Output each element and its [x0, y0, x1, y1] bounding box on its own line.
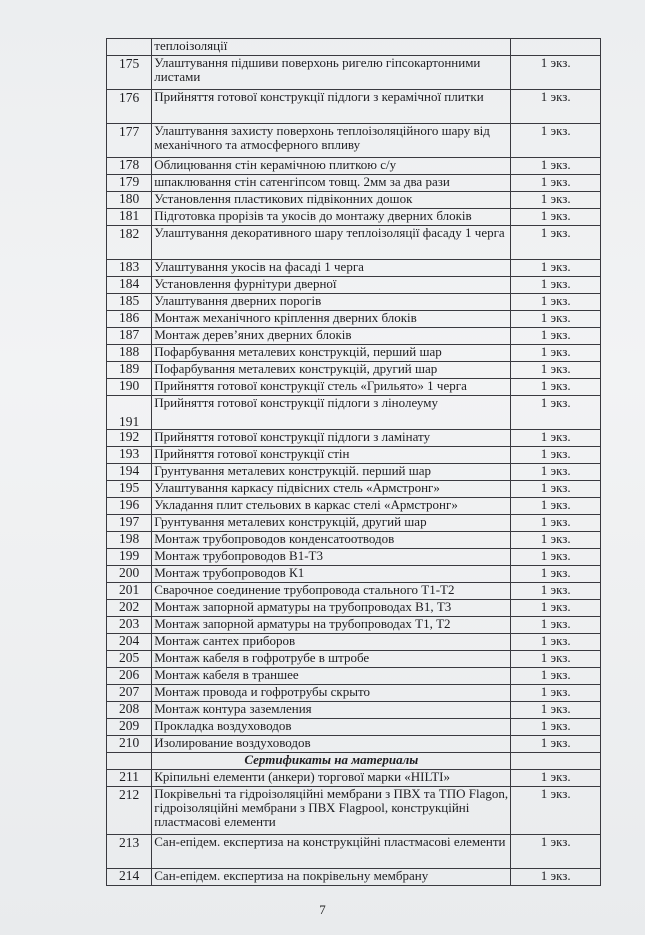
table-row	[107, 209, 601, 226]
row-quantity: 1 экз.	[511, 719, 601, 736]
row-quantity: 1 экз.	[511, 566, 601, 583]
table-row	[107, 566, 601, 583]
table-row	[107, 869, 601, 886]
row-description: Прийняття готової конструкції стін	[152, 447, 511, 464]
table-row	[107, 294, 601, 311]
row-quantity: 1 экз.	[511, 770, 601, 787]
row-number: 186	[107, 311, 152, 328]
table-row	[107, 396, 601, 430]
row-quantity: 1 экз.	[511, 345, 601, 362]
row-quantity: 1 экз.	[511, 277, 601, 294]
table-row	[107, 39, 601, 56]
row-number: 211	[107, 770, 152, 787]
table-row	[107, 600, 601, 617]
row-quantity: 1 экз.	[511, 600, 601, 617]
row-description: Монтаж запорной арматуры на трубопроводах Т1, Т2	[152, 617, 511, 634]
row-number: 188	[107, 345, 152, 362]
page-number: 7	[319, 902, 326, 917]
row-quantity: 1 экз.	[511, 56, 601, 90]
table-row	[107, 668, 601, 685]
row-number: 192	[107, 430, 152, 447]
table-row	[107, 515, 601, 532]
row-description: Облицювання стін керамічною плиткою с/у	[152, 158, 511, 175]
table-row	[107, 481, 601, 498]
row-number: 195	[107, 481, 152, 498]
row-number: 194	[107, 464, 152, 481]
row-quantity: 1 экз.	[511, 260, 601, 277]
row-description: Підготовка прорізів та укосів до монтажу дверних блоків	[152, 209, 511, 226]
table-row	[107, 634, 601, 651]
row-description: Монтаж сантех приборов	[152, 634, 511, 651]
table-row	[107, 736, 601, 753]
row-quantity: 1 экз.	[511, 362, 601, 379]
row-number: 184	[107, 277, 152, 294]
row-quantity: 1 экз.	[511, 481, 601, 498]
row-number: 183	[107, 260, 152, 277]
row-description: Монтаж трубопроводов конденсатоотводов	[152, 532, 511, 549]
row-quantity: 1 экз.	[511, 549, 601, 566]
row-description: Сварочное соединение трубопровода стального Т1-Т2	[152, 583, 511, 600]
row-number: 187	[107, 328, 152, 345]
row-number: 203	[107, 617, 152, 634]
section-title: Сертификаты на материалы	[152, 753, 511, 770]
table-row	[107, 787, 601, 835]
row-quantity: 1 экз.	[511, 396, 601, 430]
row-number: 181	[107, 209, 152, 226]
row-quantity: 1 экз.	[511, 651, 601, 668]
row-number: 205	[107, 651, 152, 668]
row-number: 201	[107, 583, 152, 600]
row-number: 198	[107, 532, 152, 549]
row-number: 197	[107, 515, 152, 532]
row-description: Прокладка воздуховодов	[152, 719, 511, 736]
row-number: 206	[107, 668, 152, 685]
table-row	[107, 549, 601, 566]
row-description: теплоізоляції	[152, 39, 511, 56]
row-quantity: 1 экз.	[511, 379, 601, 396]
row-quantity: 1 экз.	[511, 175, 601, 192]
row-number: 190	[107, 379, 152, 396]
table-row	[107, 192, 601, 209]
row-quantity	[511, 753, 601, 770]
row-description: Прийняття готової конструкції підлоги з керамічної плитки	[152, 90, 511, 124]
table-row	[107, 447, 601, 464]
row-number: 179	[107, 175, 152, 192]
row-description: Прийняття готової конструкції підлоги з лінолеуму	[152, 396, 511, 430]
table-row	[107, 175, 601, 192]
table-row	[107, 498, 601, 515]
row-description: Монтаж трубопроводов К1	[152, 566, 511, 583]
table-row	[107, 835, 601, 869]
table-row	[107, 685, 601, 702]
row-quantity: 1 экз.	[511, 124, 601, 158]
table-row	[107, 464, 601, 481]
row-number: 177	[107, 124, 152, 158]
row-description: Улаштування дверних порогів	[152, 294, 511, 311]
row-description: Монтаж запорной арматуры на трубопроводах В1, Т3	[152, 600, 511, 617]
row-description: Монтаж кабеля в гофротрубе в штробе	[152, 651, 511, 668]
row-number: 196	[107, 498, 152, 515]
row-description: Улаштування декоративного шару теплоізоляції фасаду 1 черга	[152, 226, 511, 260]
table-row	[107, 260, 601, 277]
row-quantity: 1 экз.	[511, 583, 601, 600]
row-number: 178	[107, 158, 152, 175]
row-quantity: 1 экз.	[511, 685, 601, 702]
row-description: Улаштування захисту поверхонь теплоізоляційного шару від механічного та атмосферного впливу	[152, 124, 511, 158]
row-number: 214	[107, 869, 152, 886]
table-row	[107, 328, 601, 345]
row-description: Прийняття готової конструкції підлоги з ламінату	[152, 430, 511, 447]
table-row	[107, 124, 601, 158]
row-quantity: 1 экз.	[511, 226, 601, 260]
row-description: Монтаж дерев’яних дверних блоків	[152, 328, 511, 345]
row-number: 209	[107, 719, 152, 736]
table-row	[107, 430, 601, 447]
row-description: Установлення пластикових підвіконних дошок	[152, 192, 511, 209]
row-number: 204	[107, 634, 152, 651]
row-description: Монтаж механічного кріплення дверних блоків	[152, 311, 511, 328]
row-number: 207	[107, 685, 152, 702]
row-description: Монтаж кабеля в траншее	[152, 668, 511, 685]
row-description: Укладання плит стельових в каркас стелі «Армстронг»	[152, 498, 511, 515]
row-quantity: 1 экз.	[511, 498, 601, 515]
row-description: Улаштування каркасу підвісних стель «Армстронг»	[152, 481, 511, 498]
row-number: 200	[107, 566, 152, 583]
row-description: Кріпильні елементи (анкери) торгової марки «HILTI»	[152, 770, 511, 787]
row-quantity: 1 экз.	[511, 617, 601, 634]
row-description: Грунтування металевих конструкцій, другий шар	[152, 515, 511, 532]
row-quantity	[511, 39, 601, 56]
row-number	[107, 753, 152, 770]
row-description: Грунтування металевих конструкцій. перший шар	[152, 464, 511, 481]
table-row	[107, 651, 601, 668]
row-description: Установлення фурнітури дверної	[152, 277, 511, 294]
row-number: 213	[107, 835, 152, 869]
table-row	[107, 311, 601, 328]
row-number: 185	[107, 294, 152, 311]
row-description: Изолирование воздуховодов	[152, 736, 511, 753]
row-quantity: 1 экз.	[511, 532, 601, 549]
row-description: Сан-епідем. експертиза на конструкційні пластмасові елементи	[152, 835, 511, 869]
row-number: 182	[107, 226, 152, 260]
table-row	[107, 770, 601, 787]
row-number: 212	[107, 787, 152, 835]
row-quantity: 1 экз.	[511, 209, 601, 226]
row-description: шпаклювання стін сатенгіпсом товщ. 2мм за два рази	[152, 175, 511, 192]
row-number: 199	[107, 549, 152, 566]
row-quantity: 1 экз.	[511, 869, 601, 886]
table-row	[107, 345, 601, 362]
row-quantity: 1 экз.	[511, 787, 601, 835]
row-number: 208	[107, 702, 152, 719]
row-quantity: 1 экз.	[511, 311, 601, 328]
row-quantity: 1 экз.	[511, 736, 601, 753]
row-description: Пофарбування металевих конструкцій, другий шар	[152, 362, 511, 379]
row-quantity: 1 экз.	[511, 515, 601, 532]
table-row	[107, 362, 601, 379]
row-quantity: 1 экз.	[511, 702, 601, 719]
table-row	[107, 532, 601, 549]
row-description: Монтаж трубопроводов В1-Т3	[152, 549, 511, 566]
row-number: 180	[107, 192, 152, 209]
table-row	[107, 277, 601, 294]
row-quantity: 1 экз.	[511, 634, 601, 651]
row-description: Улаштування підшиви поверхонь ригелю гіпсокартонними листами	[152, 56, 511, 90]
row-quantity: 1 экз.	[511, 430, 601, 447]
row-quantity: 1 экз.	[511, 192, 601, 209]
table-row	[107, 702, 601, 719]
works-table	[106, 38, 601, 886]
row-number: 202	[107, 600, 152, 617]
row-description: Пофарбування металевих конструкцій, перший шар	[152, 345, 511, 362]
table-row	[107, 379, 601, 396]
table-row	[107, 617, 601, 634]
row-quantity: 1 экз.	[511, 464, 601, 481]
table-row	[107, 226, 601, 260]
row-description: Улаштування укосів на фасаді 1 черга	[152, 260, 511, 277]
row-quantity: 1 экз.	[511, 328, 601, 345]
table-row	[107, 583, 601, 600]
row-quantity: 1 экз.	[511, 447, 601, 464]
table-row	[107, 90, 601, 124]
row-quantity: 1 экз.	[511, 158, 601, 175]
row-quantity: 1 экз.	[511, 294, 601, 311]
row-description: Сан-епідем. експертиза на покрівельну мембрану	[152, 869, 511, 886]
row-description: Покрівельні та гідроізоляційні мембрани з ПВХ та ТПО Flagon, гідроізоляційні мембрани з ПВХ Flagpool, конструкційні пластмасові елементи	[152, 787, 511, 835]
row-number: 175	[107, 56, 152, 90]
row-quantity: 1 экз.	[511, 90, 601, 124]
row-quantity: 1 экз.	[511, 835, 601, 869]
table-row	[107, 56, 601, 90]
row-description: Монтаж провода и гофротрубы скрыто	[152, 685, 511, 702]
works-table-body	[107, 39, 601, 886]
row-number: 189	[107, 362, 152, 379]
table-row	[107, 158, 601, 175]
section-row	[107, 753, 601, 770]
row-description: Прийняття готової конструкції стель «Грильято» 1 черга	[152, 379, 511, 396]
row-number: 193	[107, 447, 152, 464]
row-description: Монтаж контура заземления	[152, 702, 511, 719]
table-row	[107, 719, 601, 736]
row-number: 176	[107, 90, 152, 124]
row-number: 210	[107, 736, 152, 753]
row-quantity: 1 экз.	[511, 668, 601, 685]
row-number	[107, 39, 152, 56]
row-number: 191	[107, 396, 152, 430]
